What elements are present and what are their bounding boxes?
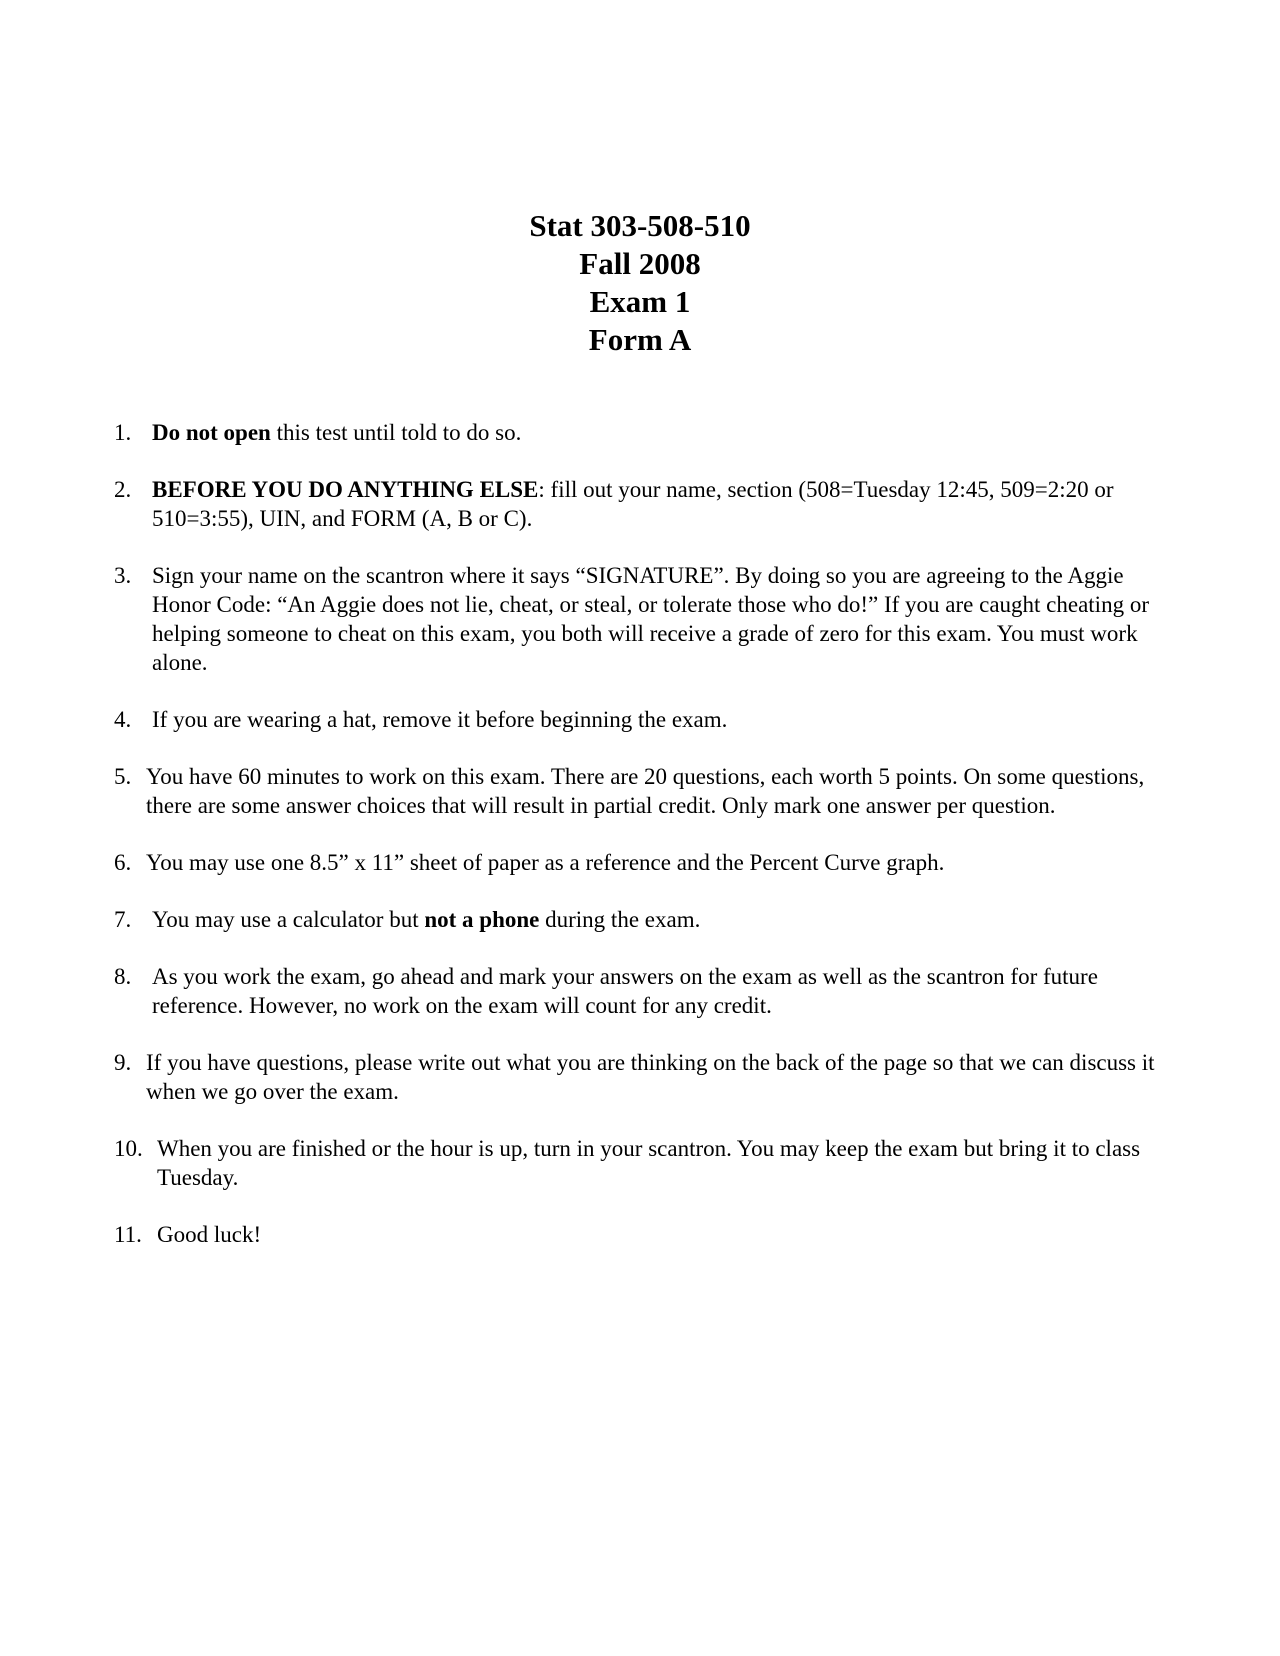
item-text: If you are wearing a hat, remove it before beginning the exam. [152,707,728,732]
bold-phrase: Do not open [152,420,271,445]
item-body: this test until told to do so. [270,420,522,445]
item-number: 7. [114,907,132,932]
semester-title: Fall 2008 [579,246,701,281]
item-text: Good luck! [157,1222,262,1247]
item-body: during the exam. [539,907,701,932]
item-text: Sign your name on the scantron where it says “SIGNATURE”. By doing so you are agreeing to the Aggie Honor Code: “An Aggie does not lie, cheat, or steal, or tolerate those who do!” If you are caught cheating or helping someone to cheat on this exam, you both will receive a grade of zero for this exam. You must work alone. [152,563,1149,675]
instruction-item-9 [114,1048,1184,1106]
item-text: If you have questions, please write out what you are thinking on the back of the page so that we can discuss it when we go over the exam. [146,1050,1155,1104]
instruction-item-10 [114,1134,1184,1192]
item-text: You have 60 minutes to work on this exam. There are 20 questions, each worth 5 points. On some questions, there are some answer choices that will result in partial credit. Only mark one answer per question. [146,764,1145,818]
item-text: As you work the exam, go ahead and mark your answers on the exam as well as the scantron for future reference. However, no work on the exam will count for any credit. [152,964,1098,1018]
instruction-item-8 [114,962,1184,1020]
instruction-item-3 [114,561,1184,677]
instruction-item-4 [114,705,1184,734]
instruction-item-7 [114,905,1184,934]
item-text [152,475,1184,533]
instruction-item-1 [114,418,1184,447]
exam-title: Exam 1 [589,284,691,319]
item-number: 5. [114,764,132,789]
instruction-item-6 [114,848,1184,877]
item-number: 3. [114,563,132,588]
item-text: When you are finished or the hour is up, turn in your scantron. You may keep the exam but bring it to class Tuesday. [157,1136,1141,1190]
item-text [152,905,1184,934]
instruction-item-5 [114,762,1184,820]
item-number: 2. [114,477,132,502]
item-text: You may use one 8.5” x 11” sheet of paper as a reference and the Percent Curve graph. [146,850,945,875]
item-number: 9. [114,1050,132,1075]
item-number: 1. [114,420,132,445]
bold-phrase: BEFORE YOU DO ANYTHING ELSE [152,477,539,502]
item-number: 11. [114,1222,142,1247]
instruction-item-2 [114,475,1184,533]
bold-phrase: not a phone [424,907,540,932]
course-title: Stat 303-508-510 [529,208,751,243]
item-body-pre: You may use a calculator but [152,907,425,932]
item-number: 4. [114,707,132,732]
item-number: 10. [114,1136,143,1161]
instructions-list [114,418,1184,1277]
item-body: : fill out your name, section (508=Tuesday 12:45, 509=2:20 or 510=3:55), UIN, and FORM (A, B or C). [152,477,1114,531]
instruction-item-11 [114,1220,1184,1249]
item-number: 6. [114,850,132,875]
item-number: 8. [114,964,132,989]
exam-title-block [0,207,1280,359]
form-title: Form A [588,322,692,357]
item-text [152,418,1184,447]
